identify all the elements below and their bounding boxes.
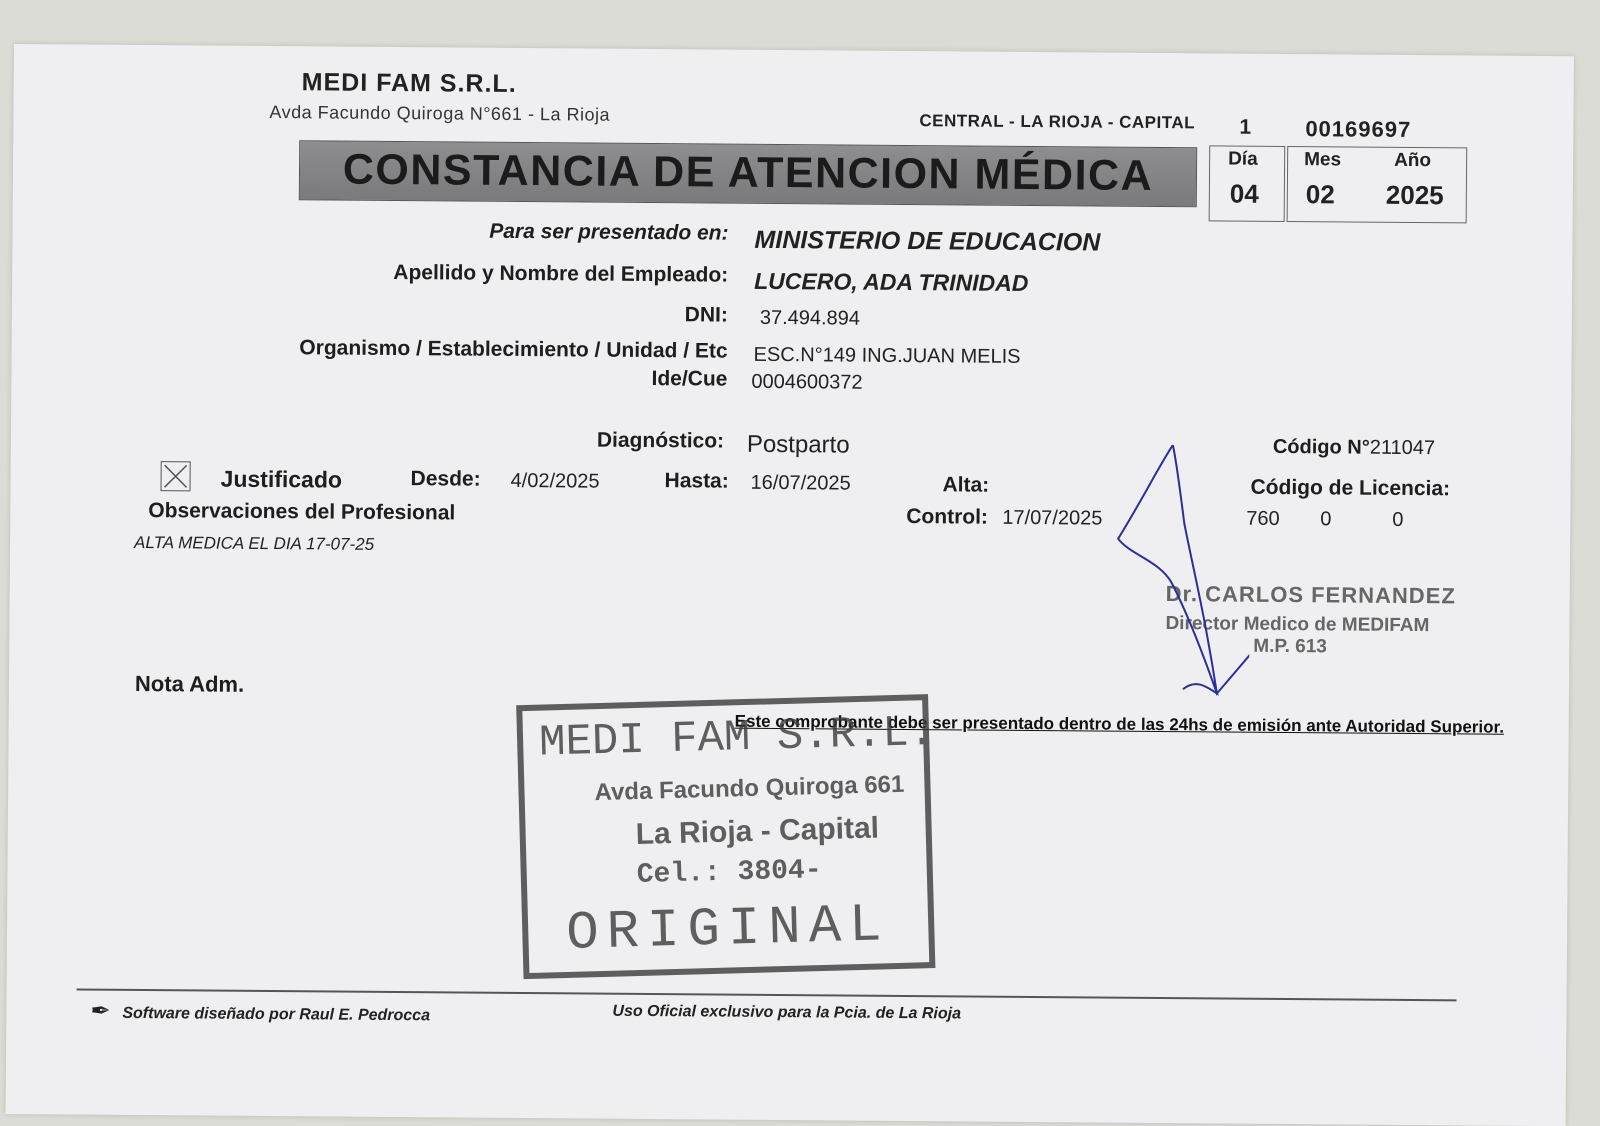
copy-number: 1 [1239, 115, 1252, 139]
footer-divider [77, 989, 1457, 1001]
license-code-3: 0 [1392, 508, 1404, 531]
stamp-city: La Rioja - Capital [635, 811, 880, 852]
license-code-2: 0 [1320, 508, 1332, 531]
submission-notice: Este comprobante debe ser presentado dentro de las 24hs de emisión ante Autoridad Superior. [734, 711, 1505, 737]
month-label: Mes [1304, 149, 1342, 171]
justified-label: Justificado [220, 465, 343, 493]
license-code-1: 760 [1246, 507, 1280, 530]
discharge-label: Alta: [942, 473, 990, 497]
control-label: Control: [906, 505, 989, 529]
organization-label: Organismo / Establecimiento / Unidad / Etc [299, 336, 728, 363]
day-value: 04 [1229, 178, 1259, 209]
observations-text: ALTA MEDICA EL DIA 17-07-25 [134, 532, 375, 554]
code-label: Código N° [1272, 435, 1370, 459]
branch-label: CENTRAL - LA RIOJA - CAPITAL [919, 111, 1196, 133]
to-label: Hasta: [664, 469, 729, 493]
doctor-stamp-title: Director Medico de MEDIFAM [1165, 613, 1430, 637]
footer-credit: Software diseñado por Raul E. Pedrocca [122, 1004, 431, 1025]
company-name: MEDI FAM S.R.L. [301, 68, 517, 98]
control-value: 17/07/2025 [1002, 506, 1103, 530]
medical-certificate-form [6, 44, 1574, 1126]
employee-value: LUCERO, ADA TRINIDAD [754, 267, 1029, 296]
diagnosis-label: Diagnóstico: [596, 428, 725, 453]
receipt-number: 00169697 [1305, 116, 1412, 142]
stamp-address: Avda Facundo Quiroga 661 [594, 770, 905, 807]
employee-label: Apellido y Nombre del Empleado: [393, 260, 729, 287]
stamp-original: ORIGINAL [565, 895, 891, 965]
day-label: Día [1228, 148, 1258, 170]
code-number [1273, 436, 1435, 460]
organization-value: ESC.N°149 ING.JUAN MELIS [753, 343, 1021, 368]
observations-label: Observaciones del Profesional [148, 499, 456, 525]
presented-in-label: Para ser presentado en: [489, 219, 729, 245]
to-value: 16/07/2025 [750, 471, 851, 495]
justified-checkbox[interactable] [160, 461, 190, 491]
company-rubber-stamp [516, 694, 935, 979]
doctor-stamp-license: M.P. 613 [1253, 635, 1327, 658]
presented-in-value: MINISTERIO DE EDUCACION [754, 225, 1101, 257]
admin-note-label: Nota Adm. [134, 670, 245, 697]
license-code-label: Código de Licencia: [1250, 475, 1451, 501]
day-box [1209, 145, 1286, 222]
code-value: 211047 [1369, 436, 1436, 460]
year-label: Año [1394, 149, 1432, 172]
doctor-stamp-name: Dr. CARLOS FERNANDEZ [1165, 581, 1456, 609]
footer-official-use: Uso Oficial exclusivo para la Pcia. de La Rioja [612, 1002, 962, 1023]
diagnosis-value: Postparto [746, 430, 850, 459]
from-label: Desde: [410, 467, 481, 491]
document-title: CONSTANCIA DE ATENCION MÉDICA [342, 145, 1154, 200]
dni-value: 37.494.894 [759, 306, 861, 330]
month-value: 02 [1305, 179, 1335, 210]
doctor-signature [1109, 443, 1251, 704]
title-bar [299, 140, 1197, 207]
quill-icon: ✒ [90, 997, 111, 1025]
stamp-company-name: MEDI FAM S.R.L. [538, 707, 936, 769]
year-value: 2025 [1385, 179, 1444, 211]
company-address: Avda Facundo Quiroga N°661 - La Rioja [269, 102, 611, 125]
dni-label: DNI: [684, 303, 728, 327]
from-value: 4/02/2025 [510, 469, 600, 493]
stamp-phone: Cel.: 3804- [636, 855, 823, 892]
month-year-box [1287, 146, 1468, 223]
checkbox-cross-icon [162, 462, 190, 490]
ide-value: 0004600372 [751, 370, 863, 394]
ide-label: Ide/Cue [651, 367, 728, 391]
